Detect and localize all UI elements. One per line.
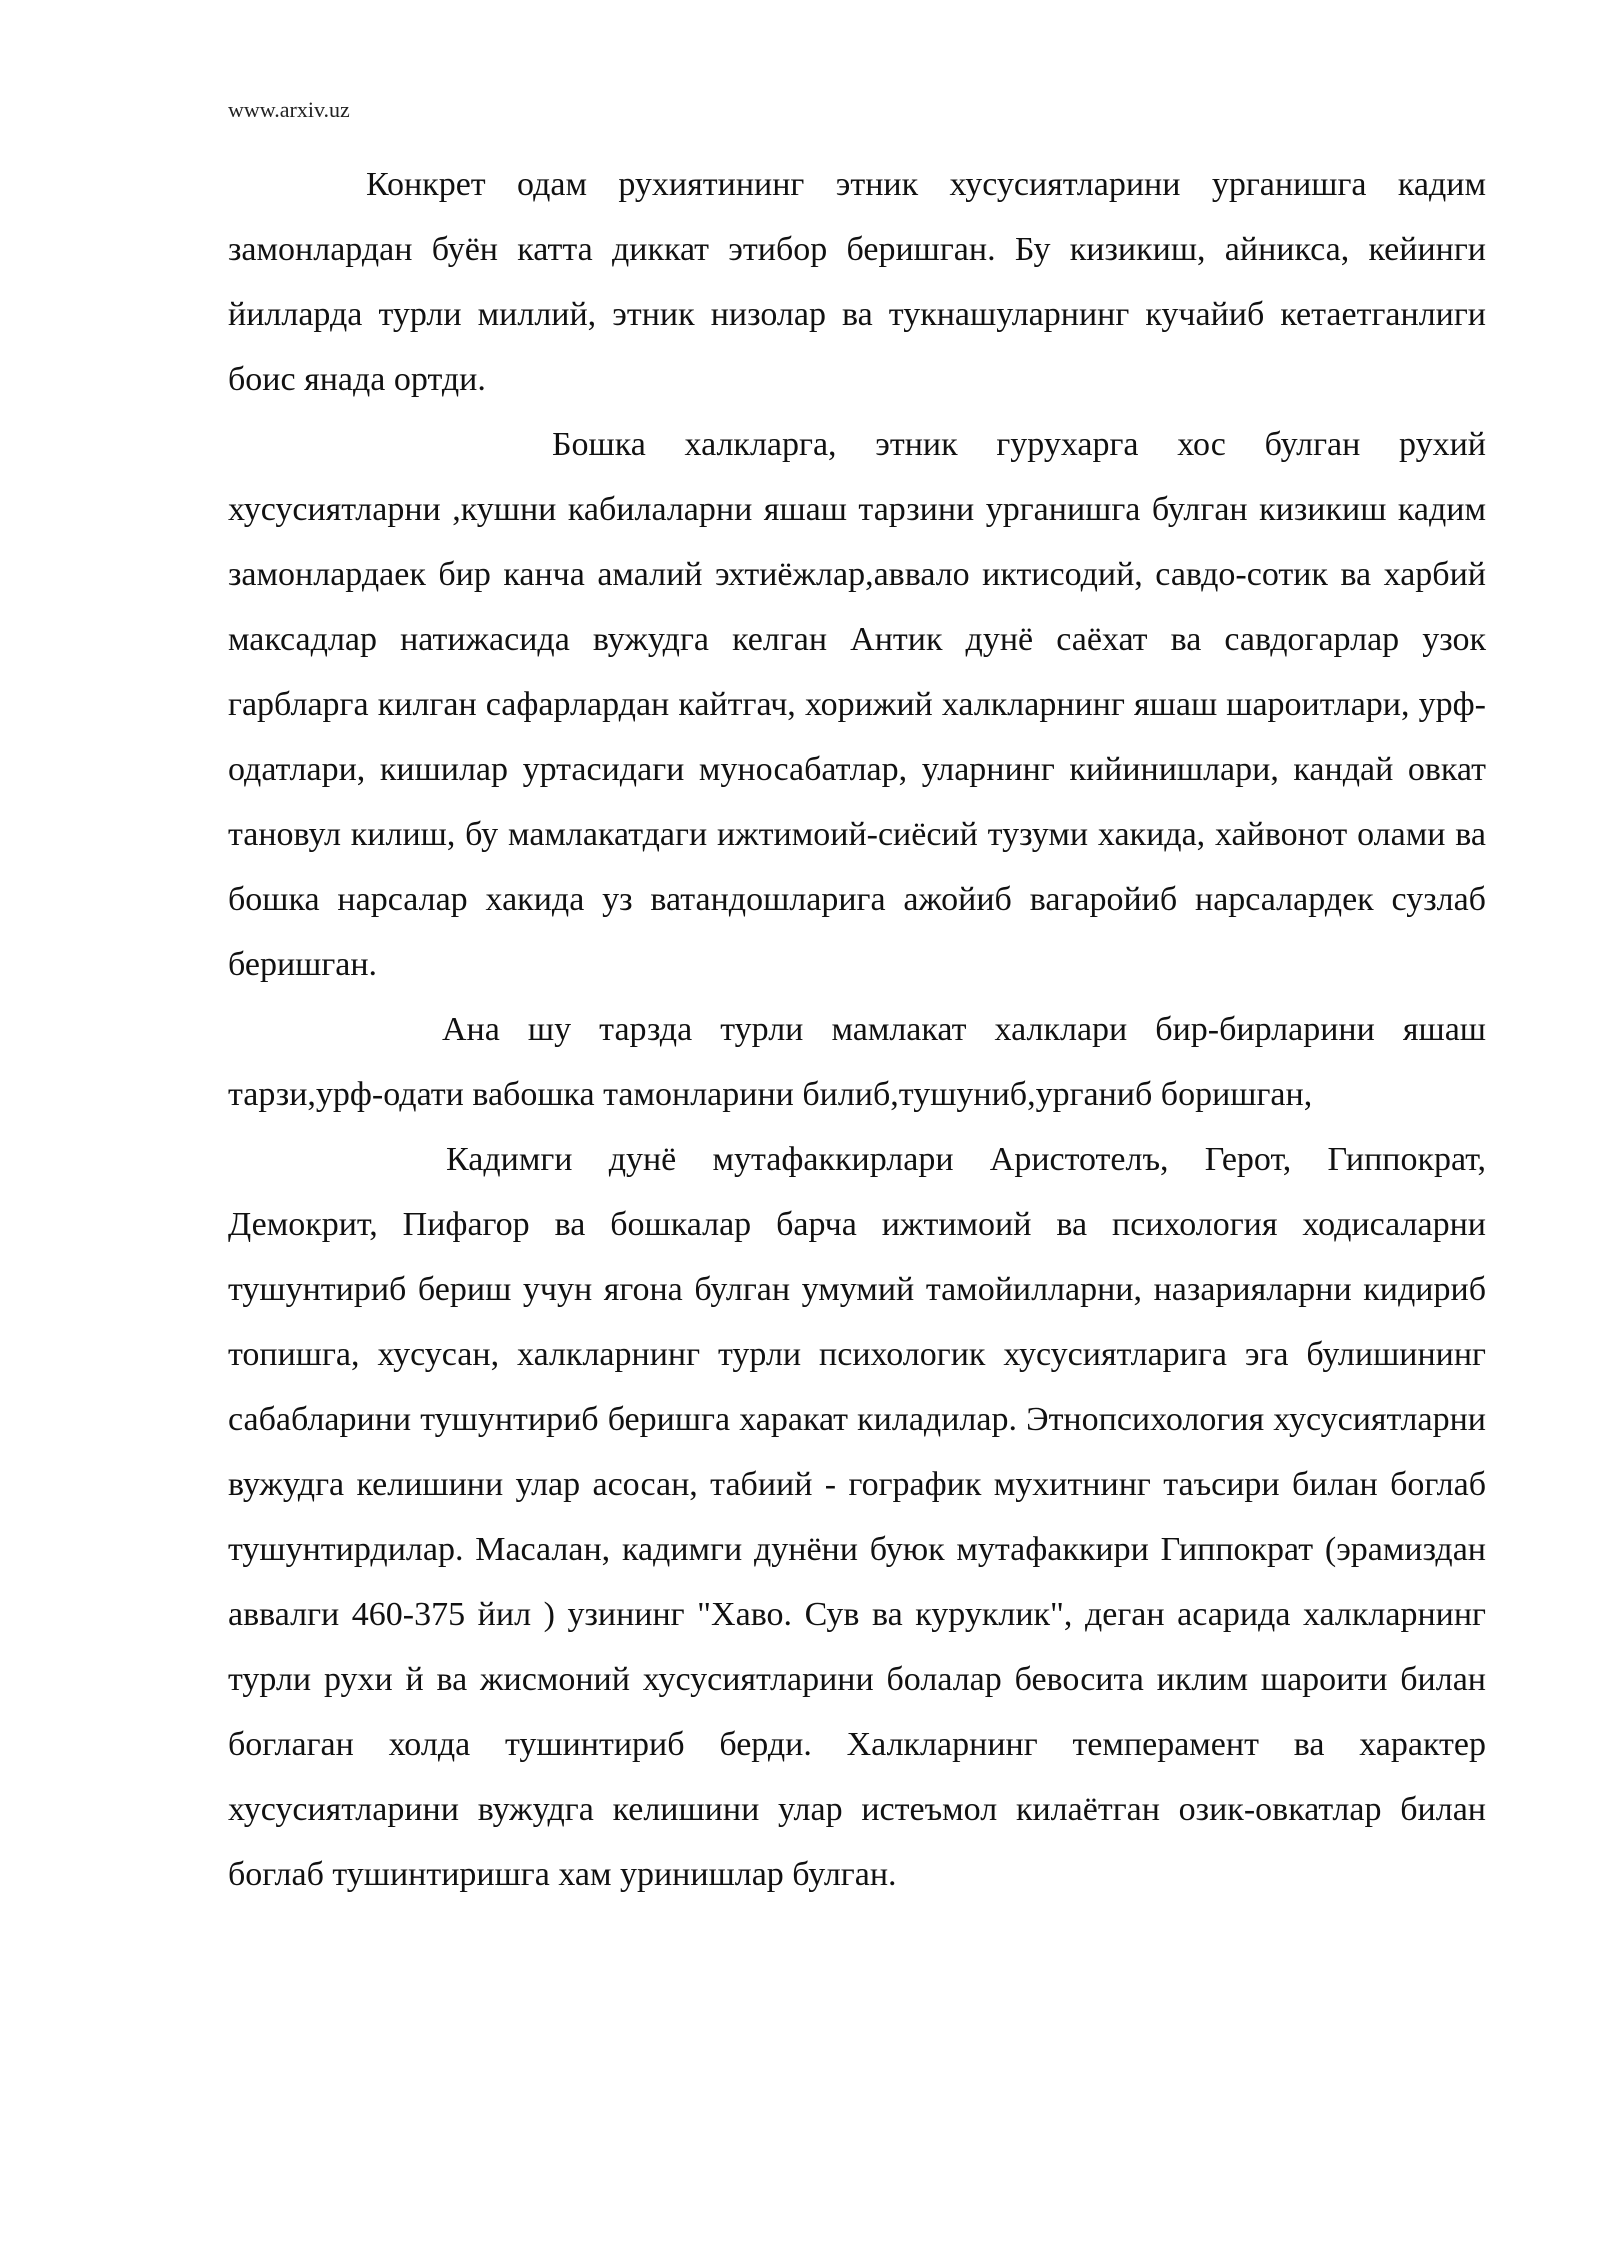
document-body bbox=[228, 152, 1486, 1907]
paragraph-4: Кадимги дунё мутафаккирлари Аристотелъ, Герот, Гиппократ, Демокрит, Пифагор ва бошкалар барча ижтимоий ва психология ходисаларни тушунтириб бериш учун ягона булган умумий тамойилларни, назарияларни кидириб топишга, хусусан, халкларнинг турли психологик хусусиятларига эга булишининг сабабларини тушунтириб беришга харакат киладилар. Этнопсихология хусусиятларни вужудга келишини улар асосан, табиий - гографик мухитнинг таъсири билан боглаб тушунтирдилар. Масалан, кадимги дунёни буюк мутафаккири Гиппократ (эрамиздан аввалги 460-375 йил ) узининг "Хаво. Сув ва куруклик", деган асарида халкларнинг турли рухи й ва жисмоний хусусиятларини болалар бевосита иклим шароити билан боглаган холда тушинтириб берди. Халкларнинг темперамент ва характер хусусиятларини вужудга келишини улар истеъмол килаётган озик-овкатлар билан боглаб тушинтиришга хам уринишлар булган. bbox=[228, 1141, 1486, 1893]
source-url: www.arxiv.uz bbox=[228, 97, 350, 122]
paragraph-1: Конкрет одам рухиятининг этник хусусиятларини урганишга кадим замонлардан буён катта диккат этибор беришган. Бу кизикиш, айникса, кейинги йилларда турли миллий, этник низолар ва тукнашуларнинг кучайиб кетаетганлиги боис янада ортди. bbox=[228, 166, 1486, 398]
paragraph-3: Ана шу тарзда турли мамлакат халклари бир-бирларини яшаш тарзи,урф-одати вабошка тамонларини билиб,тушуниб,урганиб боришган, bbox=[228, 1011, 1486, 1113]
paragraph-2: Бошка халкларга, этник гурухарга хос булган рухий хусусиятларни ,кушни кабилаларни яшаш тарзини урганишга булган кизикиш кадим замонлардаек бир канча амалий эхтиёжлар,аввало иктисодий, савдо-сотик ва харбий максадлар натижасида вужудга келган Антик дунё саёхат ва савдогарлар узок гарбларга килган сафарлардан кайтгач, хорижий халкларнинг яшаш шароитлари, урф-одатлари, кишилар уртасидаги муносабатлар, уларнинг кийинишлари, кандай овкат тановул килиш, бу мамлакатдаги ижтимоий-сиёсий тузуми хакида, хайвонот олами ва бошка нарсалар хакида уз ватандошларига ажойиб вагаройиб нарсалардек сузлаб беришган. bbox=[228, 426, 1486, 983]
